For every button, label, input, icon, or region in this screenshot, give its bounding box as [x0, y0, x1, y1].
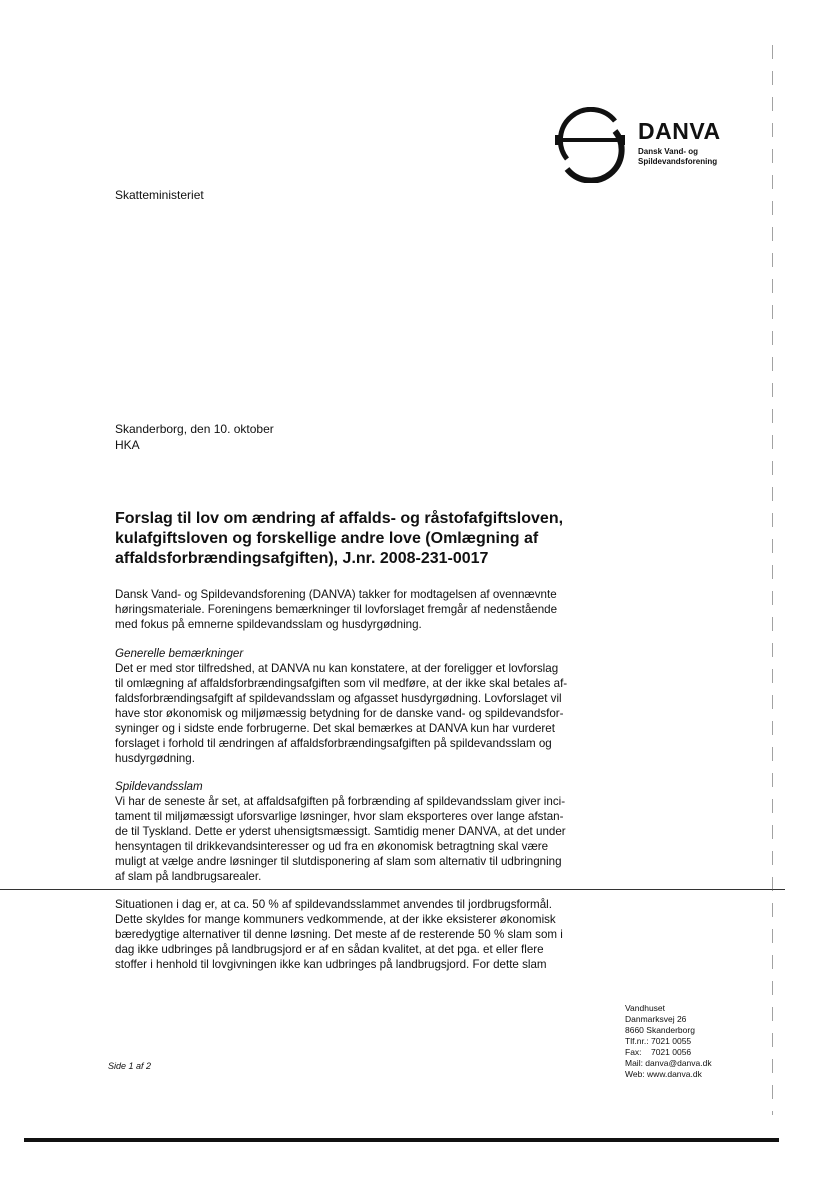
logo-subtitle-line: Dansk Vand- og	[638, 147, 699, 156]
intro-line: med fokus på emnerne spildevandsslam og husdyrgødning.	[115, 618, 422, 631]
scan-edge-line	[772, 45, 773, 1115]
logo-subtitle-line: Spildevandsforening	[638, 157, 718, 166]
paragraph-line: Vi har de seneste år set, at affaldsafgiften på forbrænding af spildevandsslam giver inci-	[115, 795, 566, 808]
paragraph-line: hensyntagen til drikkevandsinteresser og ud fra en økonomisk betragtning skal være	[115, 840, 549, 853]
intro-line: høringsmateriale. Foreningens bemærkninger til lovforslaget fremgår af nedenstående	[115, 603, 558, 616]
contact-line: Mail: danva@danva.dk	[625, 1058, 712, 1068]
date-line: Skanderborg, den 10. oktober	[115, 422, 274, 436]
page-number: Side 1 af 2	[108, 1061, 152, 1071]
paragraph-line: muligt at vælge andre løsninger til slutdisponering af slam som alternativ til udbringning	[115, 855, 562, 868]
section-heading-sludge: Spildevandsslam	[115, 780, 203, 793]
paragraph-line: have stor økonomisk og miljømæssig betydning for de danske vand- og spildevandsfor-	[115, 707, 564, 720]
contact-line: Fax: 7021 0056	[625, 1047, 692, 1057]
intro-paragraph	[115, 587, 610, 632]
contact-line: Tlf.nr.: 7021 0055	[625, 1036, 692, 1046]
intro-line: Dansk Vand- og Spildevandsforening (DANVA) takker for modtagelsen af ovennævnte	[115, 588, 557, 601]
paragraph-line: bæredygtige alternativer til denne løsning. Det meste af de resterende 50 % slam som i	[115, 928, 563, 941]
paragraph-line: husdyrgødning.	[115, 752, 195, 765]
paragraph-line: Dette skyldes for mange kommuners vedkommende, at der ikke eksisterer økonomisk	[115, 913, 556, 926]
logo-name: DANVA	[638, 118, 721, 144]
section-heading-general: Generelle bemærkninger	[115, 647, 244, 660]
paragraph-line: faldsforbrændingsafgift af spildevandsslam og afgasset husdyrgødning. Lovforslaget vil	[115, 692, 562, 705]
contact-line: Danmarksvej 26	[625, 1014, 687, 1024]
fold-divider	[0, 889, 785, 890]
paragraph-line: af slam på landbrugsarealer.	[115, 870, 262, 883]
paragraph-line: Situationen i dag er, at ca. 50 % af spildevandsslammet anvendes til jordbrugsformål.	[115, 898, 552, 911]
contact-line: Web: www.danva.dk	[625, 1069, 702, 1079]
contact-block	[625, 1003, 775, 1080]
date-block	[115, 421, 274, 453]
sludge-paragraph	[115, 794, 610, 884]
document-title: Forslag til lov om ændring af affalds- og råstofafgiftsloven, kulafgiftsloven og forskellige andre love (Omlægning af affaldsforbrændingsafgiften), J.nr. 2008-231-0017	[115, 510, 564, 567]
paragraph-line: dag ikke udbringes på landbrugsjord er af en sådan kvalitet, at det pga. et eller flere	[115, 943, 544, 956]
situation-paragraph	[115, 897, 610, 972]
paragraph-line: tament til miljømæssigt uforsvarlige løsninger, hvor slam eksporteres over lange afstan-	[115, 810, 564, 823]
scan-bottom-bar	[24, 1138, 779, 1142]
paragraph-line: syninger og i sidste ende forbrugerne. Det skal bemærkes at DANVA kun har vurderet	[115, 722, 555, 735]
initials: HKA	[115, 438, 140, 452]
danva-logo-icon	[553, 107, 629, 183]
paragraph-line: til omlægning af affaldsforbrændingsafgiften som vil medføre, at der ikke skal betales af-	[115, 677, 568, 690]
contact-line: Vandhuset	[625, 1003, 666, 1013]
paragraph-line: stoffer i henhold til lovgivningen ikke kan udbringes på landbrugsjord. For dette slam	[115, 958, 547, 971]
paragraph-line: de til Tyskland. Dette er yderst uhensigtsmæssigt. Samtidig mener DANVA, at det under	[115, 825, 566, 838]
paragraph-line: forslaget i forhold til ændringen af affaldsforbrændingsafgiften på spildevandsslam og	[115, 737, 552, 750]
paragraph-line: Det er med stor tilfredshed, at DANVA nu kan konstatere, at der foreligger et lovforslag	[115, 662, 559, 675]
general-paragraph	[115, 661, 610, 766]
contact-line: 8660 Skanderborg	[625, 1025, 695, 1035]
logo-subtitle	[638, 147, 758, 167]
recipient: Skatteministeriet	[115, 188, 204, 202]
